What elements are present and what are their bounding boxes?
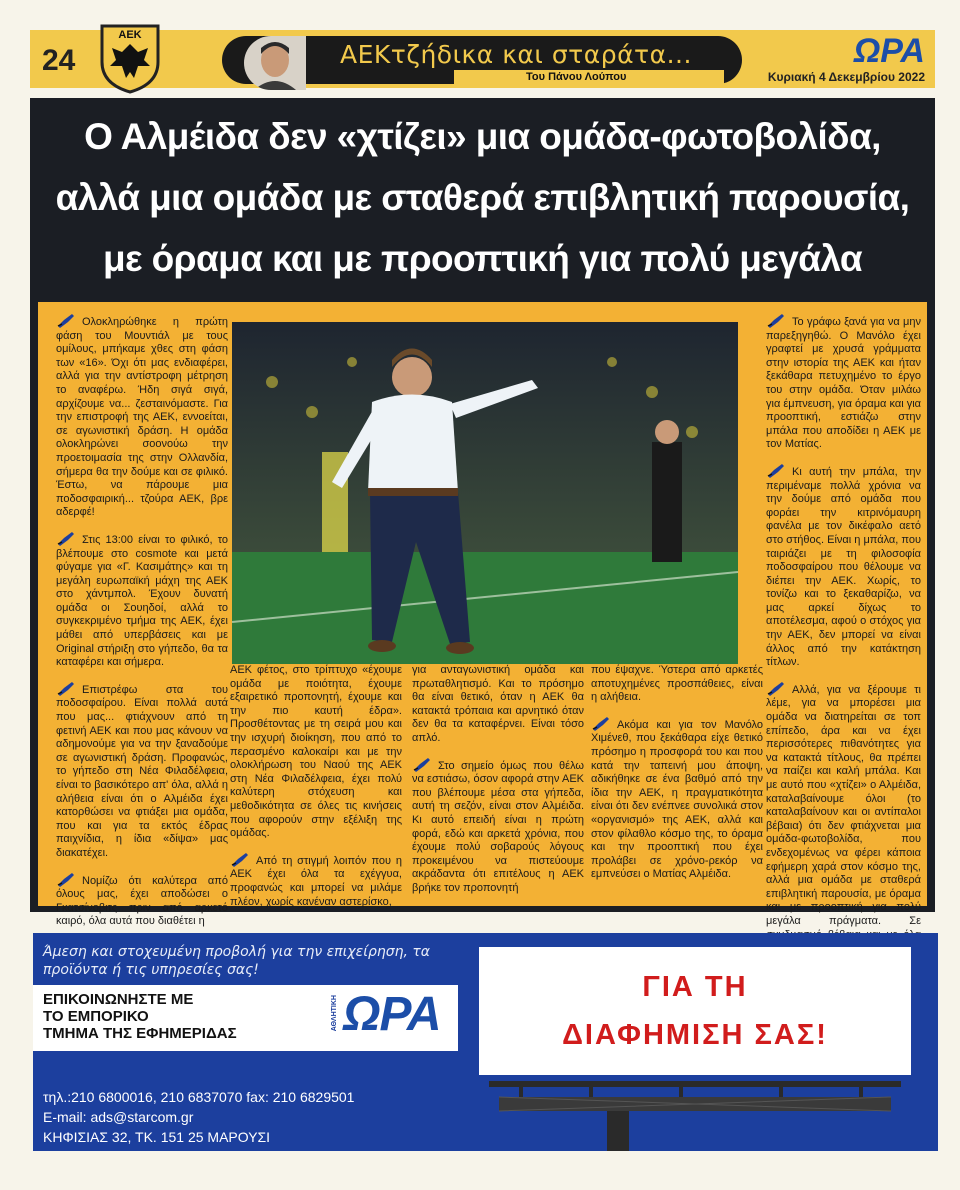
article-column-5 xyxy=(766,312,921,1017)
article-column-2 xyxy=(230,664,402,919)
headline-line-3: με όραμα και με προοπτική για πολύ μεγάλα xyxy=(103,238,862,279)
paragraph-text: Νομίζω ότι καλύτερα από όλους μας, έχει αποδώσει ο Γκατσίνοβιτς πριν από αρκετό καιρό, όλα αυτά που διαθέτει η xyxy=(56,874,228,928)
billboard-text xyxy=(479,963,911,1059)
paragraph-text: Από τη στιγμή λοιπόν που η ΑΕΚ έχει όλα τα εχέγγυα, προφανώς και μπορεί να μιλάμε πλέον, χωρίς κανέναν αστερίσκο, xyxy=(230,854,402,908)
column-title: AEKτζήδικα και σταράτα... xyxy=(340,40,692,69)
ad-contact-panel xyxy=(33,985,458,1051)
paragraph-text: Κι αυτή την μπάλα, την περιμέναμε πολλά χρόνια να την δούμε από ομάδα που φοράει την κιτρινόμαυρη φανέλα με τον δικέφαλο αετό στο στήθος. Είναι η μπάλα, που ταιριάζει με τη φιλοσοφία ποδοσφαίρου που θέλουμε να διέπει την ΑΕΚ. Χωρίς, το τονίζω και το ξεκαθαρίζω, να μας αρκεί δίχως το αποτέλεσμα, αφού ο στόχος για την ΑΕΚ, δεν μπορεί να είναι άλλος από την κατάκτηση τίτλων. xyxy=(766,465,921,669)
paragraph-text: που έψαχνε. Ύστερα από αρκετές αποτυχημένες προσπάθειες, είναι η αλήθεια. xyxy=(591,664,763,704)
ad-contact-text xyxy=(43,991,237,1042)
billboard-stand-icon xyxy=(479,1075,911,1151)
paragraph xyxy=(412,756,584,896)
article-frame xyxy=(30,296,935,928)
paragraph-text: Στις 13:00 είναι το φιλικό, το βλέπουμε στο cosmote και μετά φύγαμε για «Γ. Κασιμάτης» και τη μεγάλη ευρωπαϊκή μάχη της ΑΕΚ στο χάντμπολ. Έχουν δυνατή ομάδα οι Σουηδοί, αλλά το συγκεκριμένο τμήμα της ΑΕΚ, έχει μάθει από υπερβάσεις και με Original στήριξη στο γήπεδο, θα τα καταφέρει και σήμερα. xyxy=(56,533,228,669)
column-author: Του Πάνου Λούπου xyxy=(454,70,724,84)
quill-icon xyxy=(766,680,786,696)
paragraph-text: ΑΕΚ φέτος, στο τρίπτυχο «έχουμε ομάδα με ποιότητα, έχουμε εξαιρετικό προπονητή, έχουμε και την πιο καυτή έδρα». Προσθέτοντας με τη σειρά μου και την ισχυρή διοίκηση, που από το περασμένο καλοκαίρι και με την ολοκλήρωση του Ναού της ΑΕΚ στη Νέα Φιλαδέλφεια, έχει πολύ καλύτερη στόχευση και μεθοδικότητα σε όλες τις κινήσεις που αφορούν στην εξέλιξη της ομάδας. xyxy=(230,664,402,840)
article-column-1 xyxy=(56,312,228,939)
advertisement xyxy=(33,933,938,1151)
paragraph xyxy=(766,312,921,452)
paragraph-text: Το γράφω ξανά για να μην παρεξηγηθώ. Ο Μανόλο έχει γραφτεί με χρυσά γράμματα στην ιστορία της ΑΕΚ και ήταν ξεκάθαρα πετυχημένο το έργο του στην ομάδα. Όταν μιλάω για έμπνευση, για όραμα και για προοπτική, εστιάζω στην μπάλα που αποδίδει η ΑΕΚ με τον Ματίας. xyxy=(766,316,922,451)
paragraph xyxy=(230,664,402,841)
headline-block xyxy=(30,98,935,296)
quill-icon xyxy=(56,871,76,887)
quill-icon xyxy=(766,462,786,478)
issue-date: Κυριακή 4 Δεκεμβρίου 2022 xyxy=(767,70,925,84)
headline-line-2: αλλά μια ομάδα με σταθερά επιβλητική παρουσία, xyxy=(55,177,910,218)
paragraph-text: για ανταγωνιστική ομάδα και πρωταθλητισμό. Και το πρόσημο θα είναι θετικό, όταν η ΑΕΚ θα κατακτά τρόπαια και αρνητικό όταν δεν θα τα καταφέρνει. Είναι τόσο απλό. xyxy=(412,664,584,744)
paragraph-text: Ακόμα και για τον Μανόλο Χιμένεθ, που ξεκάθαρα είχε θετικό πρόσημο η προσφορά του και που κατά την ταπεινή μου άποψη, αδικήθηκε σε ένα βαθμό από την ίδια την ΑΕΚ, η πραγματικότητα είναι ότι δεν ενέπνεε συνολικά στον «οργανισμό» της ΑΕΚ, αλλά και στον φίλαθλο κόσμο της, το όραμα και την προοπτική που έχει προλάβει σε χρόνο-ρεκόρ να εμπνεύσει ο Ματίας Αλμέιδα. xyxy=(591,718,763,881)
ad-intro: Άμεση και στοχευμένη προβολή για την επιχείρηση, τα προϊόντα ή τις υπηρεσίες σας! xyxy=(43,944,431,978)
billboard-line-1: ΓΙΑ ΤΗ xyxy=(642,971,748,1003)
billboard-line-2: ΔΙΑΦΗΜΙΣΗ ΣΑΣ! xyxy=(562,1019,828,1051)
article-column-3 xyxy=(412,664,584,906)
paragraph xyxy=(56,530,228,670)
brand-logo: ΩΡΑ xyxy=(853,32,925,70)
billboard xyxy=(479,947,911,1075)
ad-contact-line-3: ΤΜΗΜΑ ΤΗΣ ΕΦΗΜΕΡΙΔΑΣ xyxy=(43,1025,237,1042)
paragraph-text: Ολοκληρώθηκε η πρώτη φάση του Μουντιάλ με τους ομίλους, μπήκαμε χθες στη φάση των «16». Όχι ότι μας ενδιαφέρει, αλλά για την αντίστροφη μέτρηση το αναφέρω. Ήδη σιγά σιγά, αρχίζουμε να... ζεσταινόμαστε. Για την επιστροφή της ΑΕΚ, εννοείται, σε αγωνιστική δράση. Η ομάδα ολοκληρώνει σοονούω την προετοιμασία της στην Ολλανδία, σήμερα θα την δούμε και σε φιλικό. Έστω, να πάρουμε μια ποδοσφαιρική... τζούρα ΑΕΚ, βρε αδερφέ! xyxy=(56,316,228,519)
ad-phones-line: τηλ.:210 6800016, 210 6837070 fax: 210 6829501 xyxy=(43,1089,355,1105)
ad-email-line: E-mail: ads@starcom.gr xyxy=(43,1109,194,1125)
quill-icon xyxy=(412,756,432,772)
paragraph-text: Αλλά, για να ξέρουμε τι λέμε, για να μπορέσει μια ομάδα να διατηρείται σε τοπ επίπεδο, άρα και να έχει περισσότερες πιθανότητες για να κατακτά τίτλους, θα πρέπει να παίζει και καλή μπάλα. Και με αυτό που «χτίζει» ο Αλμέιδα, καταλαβαίνουμε όλοι (το καταλαβαίνουν και οι αντίπαλοι βέβαια) ότι δεν φτιάχνεται μια ομάδα-φωτοβολίδα, που ενδεχομένως να φέρει κάποια εφήμερη χαρά στον κόσμο της, αλλά μια ομάδα με σταθερά επιβλητική παρουσία, με όραμα και με προοπτική για πολύ μεγάλα πράγματα. Σε xyxy=(766,683,921,927)
paragraph xyxy=(230,851,402,909)
paragraph xyxy=(591,664,763,705)
quill-icon xyxy=(56,312,76,328)
paragraph-text: Στο σημείο όμως που θέλω να εστιάσω, όσον αφορά στην ΑΕΚ που βλέπουμε μέσα στα γήπεδα, αυτή τη σεζόν, είναι στον Αλμέιδα. Κι αυτό επειδή είναι η πρώτη φορά, εδώ και αρκετά χρόνια, που έχουμε πολύ σοβαρούς λόγους προκειμένου να πιστεύουμε ακράδαντα ότι επιτέλους η ΑΕΚ βρήκε τον προπονητή xyxy=(412,759,584,894)
paragraph xyxy=(56,871,228,929)
quill-icon xyxy=(766,312,786,328)
ad-contact-line-2: ΤΟ ΕΜΠΟΡΙΚΟ xyxy=(43,1008,149,1025)
column-banner xyxy=(222,36,742,84)
paragraph-text: Επιστρέφω στα του ποδοσφαίρου. Είναι πολλά αυτά που μας... φτιάχνουν από τη φετινή ΑΕΚ και που μας κάνουν να αδημονούμε για να την ξαναδούμε σε αγωνιστική δράση. Προφανώς, το γήπεδο στη Νέα Φιλαδέλφεια, είναι το βασικότερο απ' όλα, αλλά η αλήθεια είναι ότι ο Αλμέιδα έχει κατορθώσει να φτιάξει μια ομάδα, που και για τα εκτός έδρας παιχνίδια, η ίδια «δίψα» μας διακατέχει. xyxy=(56,683,228,859)
ad-contact-line-1: ΕΠΙΚΟΙΝΩΝΗΣΤΕ ΜΕ xyxy=(43,991,194,1008)
paragraph xyxy=(56,680,228,861)
club-logo-text: ΑΕΚ xyxy=(118,29,142,41)
paragraph xyxy=(591,715,763,882)
quill-icon xyxy=(230,851,250,867)
quill-icon xyxy=(56,680,76,696)
aek-crest-icon xyxy=(98,22,162,94)
paragraph xyxy=(56,312,228,520)
coach-photo xyxy=(232,322,738,664)
ad-contact-details xyxy=(43,1087,354,1147)
article-column-4 xyxy=(591,664,763,892)
quill-icon xyxy=(56,530,76,546)
page-number: 24 xyxy=(42,44,76,77)
ad-address-line: ΚΗΦΙΣΙΑΣ 32, ΤΚ. 151 25 ΜΑΡΟΥΣΙ xyxy=(43,1129,271,1145)
paragraph xyxy=(412,664,584,746)
page-header xyxy=(30,30,935,88)
headline-line-1: Ο Αλμέιδα δεν «χτίζει» μια ομάδα-φωτοβολίδα, xyxy=(84,116,881,157)
quill-icon xyxy=(591,715,611,731)
author-photo xyxy=(244,36,306,90)
ad-logo-subtitle: ΑΘΛΗΤΙΚΗ xyxy=(331,995,338,1032)
ad-brand-logo: ΩΡΑ xyxy=(343,988,441,1041)
paragraph xyxy=(766,462,921,670)
article-body xyxy=(38,302,927,928)
paragraph xyxy=(766,680,921,969)
